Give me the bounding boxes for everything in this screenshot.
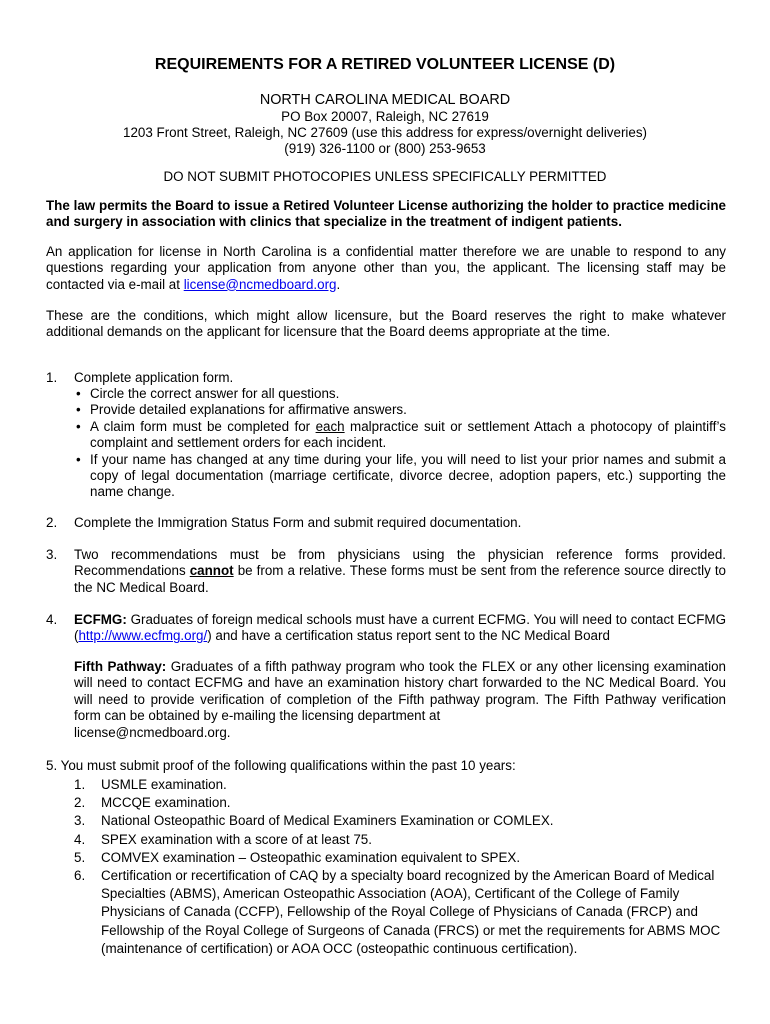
qualification-item [46,867,726,958]
qualification-text: SPEX examination with a score of at least 75. [101,831,372,847]
qualification-number: 5. [74,849,86,865]
org-name: NORTH CAROLINA MEDICAL BOARD [259,92,511,108]
ecfmg-paragraph [74,612,726,645]
email-link[interactable]: license@ncmedboard.org [183,276,337,292]
law-statement: The law permits the Board to issue a Retired Volunteer License authorizing the holder to practice medicine and surgery in association with clinics that specialize in the treatment of indigent patients. [46,198,726,230]
photocopy-warning: DO NOT SUBMIT PHOTOCOPIES UNLESS SPECIFICALLY PERMITTED [163,169,607,184]
qualification-item [46,849,726,867]
confidentiality-text: An application for license in North Carolina is a confidential matter therefore we are unable to respond to any questions regarding your application from anyone other than you, the applicant. The licensing staff may be contacted via e-mail at [46,244,726,292]
bullet-item: • Provide detailed explanations for affirmative answers. [74,402,726,418]
bullet-text: A claim form must be completed for [90,418,316,434]
qualification-item [46,794,726,812]
qualification-text: USMLE examination. [101,777,227,792]
page-title: REQUIREMENTS FOR A RETIRED VOLUNTEER LICENSE (D) [154,56,616,73]
street-address: 1203 Front Street, Raleigh, NC 27609 (use this address for express/overnight deliveries) [123,125,647,140]
qualification-number: 6. [74,868,86,884]
qualification-item [46,812,726,830]
qualification-text: Certification or recertification of CAQ by a specialty board recognized by the American Board of Medical Specialties (ABMS), American Osteopathic Association (AOA), Certificant of the College of Family Physicians of Canada (CCFP), Fellowship of the Royal College of Physicians of Canada (FRCP) and Fellowship of the Royal College of Surgeons of Canada (FRCS) or met the requirements for ABMS MOC (maintenance of certification) or AOA OCC (osteopathic continuous certification). [101,868,721,956]
item-1-title: Complete application form. [74,370,234,385]
ecfmg-label: ECFMG: [74,612,127,627]
qualification-text: COMVEX examination – Osteopathic examination equivalent to SPEX. [101,849,521,865]
ecfmg-link[interactable]: http://www.ecfmg.org/ [78,628,208,644]
qualification-number: 3. [74,813,86,829]
po-box-address: PO Box 20007, Raleigh, NC 27619 [281,109,489,124]
fifth-pathway-paragraph [74,659,726,741]
qualification-number: 1. [74,777,86,792]
item-number: 4. [46,612,58,627]
qualification-item [46,776,726,794]
qualification-text: National Osteopathic Board of Medical Examiners Examination or COMLEX. [101,813,554,829]
item-3-text [74,547,726,596]
bullet-item [74,419,726,452]
bullet-item: • Circle the correct answer for all questions. [74,386,726,402]
item-3-text-part: be from a relative. These forms must be sent from the reference source directly to the NC Medical Board. [74,563,726,595]
conditions-paragraph: These are the conditions, which might allow licensure, but the Board reserves the right to make whatever additional demands on the applicant for licensure that the Board deems appropriate at the time. [46,308,726,340]
qualification-number: 4. [74,831,86,847]
qualifications-list [46,776,726,958]
fifth-pathway-email: license@ncmedboard.org. [74,724,231,740]
item-number: 3. [46,547,58,562]
qualification-item [46,831,726,849]
qualification-text: MCCQE examination. [101,795,231,811]
phone-numbers: (919) 326-1100 or (800) 253-9653 [284,141,486,156]
confidentiality-paragraph: An application for license in North Carolina is a confidential matter therefore we are unable to respond to any questions regarding your application from anyone other than you, the applicant. The licensing staff may be contacted via e-mail at license@ncmedboard.org. [46,244,726,292]
item-1-bullets [74,386,726,501]
item-number: 1. [46,370,58,385]
item-2-text: Complete the Immigration Status Form and submit required documentation. [74,515,522,530]
cannot-emphasis: cannot [189,563,234,579]
fifth-pathway-label: Fifth Pathway: [74,659,167,674]
ecfmg-text: Graduates of foreign medical schools must have a current ECFMG. You will need to contact ECFMG ( [74,612,726,644]
qualification-number: 2. [74,795,86,811]
item-number: 2. [46,515,58,530]
item-3-text-part: Two recommendations must be from physicians using the physician reference forms provided. Recommendations [74,547,726,579]
ecfmg-text-end: ) and have a certification status report sent to the NC Medical Board [207,628,610,644]
bullet-text: malpractice suit or settlement Attach a photocopy of plaintiff’s complaint and settlement orders for each incident. [90,418,726,451]
each-emphasis: each [315,418,345,434]
bullet-item: • If your name has changed at any time during your life, you will need to list your prior names and submit a copy of legal documentation (marriage certificate, divorce decree, adoption papers, etc.) supporting the name change. [74,452,726,501]
fifth-pathway-text: Graduates of a fifth pathway program who took the FLEX or any other licensing examination will need to contact ECFMG and have an examination history chart forwarded to the NC Medical Board. You will need to provide verification of completion of the Fifth pathway program. The Fifth Pathway verification form can be obtained by e-mailing the licensing department at [74,659,726,724]
item-5-intro: 5. You must submit proof of the following qualifications within the past 10 years: [46,758,516,773]
